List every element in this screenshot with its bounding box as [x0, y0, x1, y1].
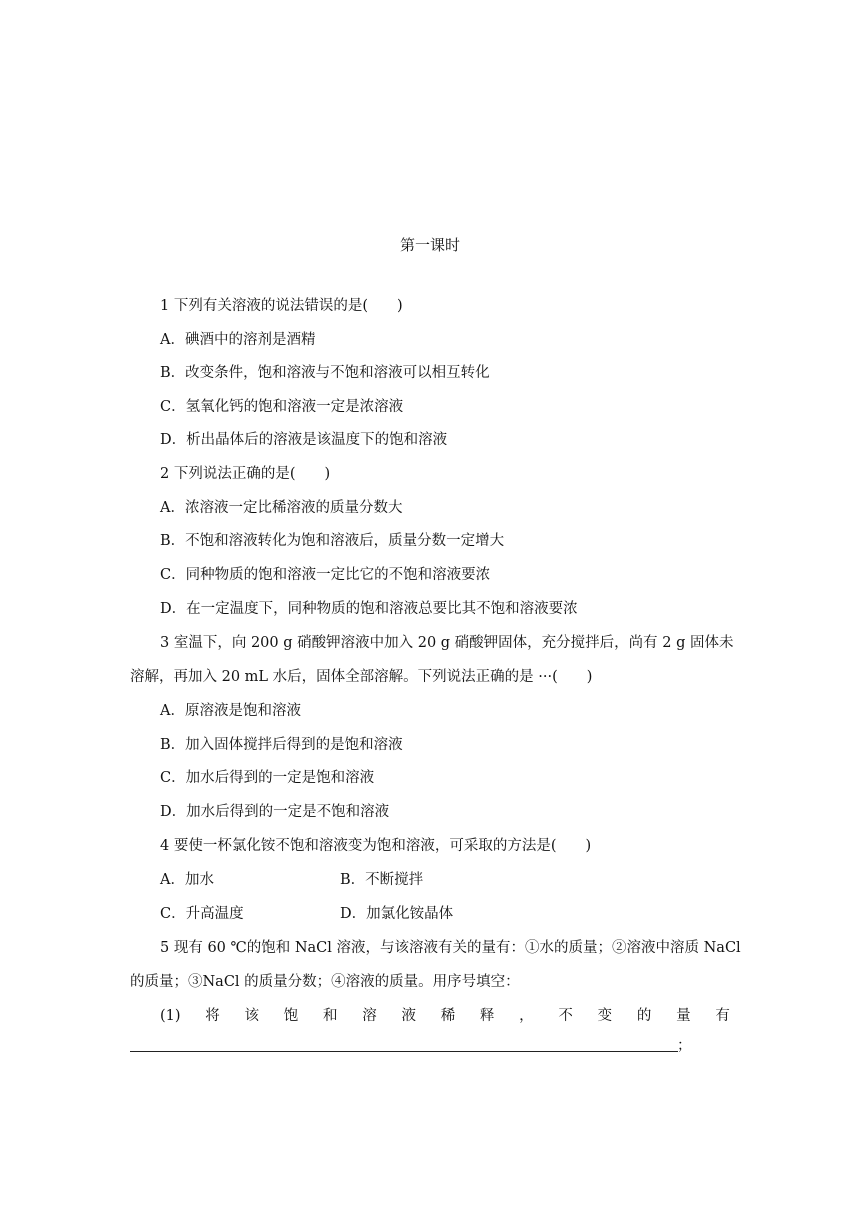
sub1-word: (1): [160, 1008, 181, 1024]
question-3-option-d: D．加水后得到的一定是不饱和溶液: [160, 804, 390, 820]
question-4-option-b: B．不断搅拌: [340, 872, 424, 888]
question-4-stem: 4 要使一杯氯化铵不饱和溶液变为饱和溶液，可采取的方法是( ): [160, 838, 592, 854]
sub1-word: 和: [322, 1008, 338, 1024]
question-3-stem-line-2: 溶解，再加入 20 mL 水后，固体全部溶解。下列说法正确的是 ···( ): [130, 669, 593, 685]
page-title: 第一课时: [399, 236, 460, 254]
answer-blank-end-punctuation: ；: [677, 1038, 692, 1054]
sub1-word: 的: [636, 1008, 652, 1024]
question-1-option-c: C．氢氧化钙的饱和溶液一定是浓溶液: [160, 399, 404, 415]
question-2-option-b: B．不饱和溶液转化为饱和溶液后，质量分数一定增大: [160, 533, 505, 549]
sub1-word: 稀: [440, 1008, 456, 1024]
question-2-stem: 2 下列说法正确的是( ): [160, 466, 331, 482]
question-1-option-b: B．改变条件，饱和溶液与不饱和溶液可以相互转化: [160, 365, 490, 381]
sub1-word: 溶: [362, 1008, 377, 1024]
question-3-option-b: B．加入固体搅拌后得到的是饱和溶液: [160, 737, 403, 753]
question-4-option-d: D．加氯化铵晶体: [340, 906, 454, 922]
sub1-word: 该: [244, 1008, 260, 1024]
sub1-word: ，: [519, 1008, 534, 1024]
question-5-sub-1-prompt: [160, 1006, 730, 1026]
question-3-option-c: C．加水后得到的一定是饱和溶液: [160, 770, 375, 786]
sub1-word: 释: [479, 1008, 495, 1024]
sub1-word: 量: [676, 1008, 691, 1024]
question-3-stem-line-1: 3 室温下，向 200 g 硝酸钾溶液中加入 20 g 硝酸钾固体，充分搅拌后，尚有 2 g 固体未: [160, 635, 734, 651]
question-5-stem-line-1: 5 现有 60 ℃的饱和 NaCl 溶液，与该溶液有关的量有：①水的质量；②溶液中溶质 NaCl: [160, 940, 741, 956]
question-1-option-a: A．碘酒中的溶剂是酒精: [160, 332, 316, 348]
question-1-stem: 1 下列有关溶液的说法错误的是( ): [160, 298, 403, 314]
sub1-word: 变: [597, 1008, 613, 1024]
sub1-word: 饱: [283, 1008, 299, 1024]
sub1-word: 液: [401, 1008, 416, 1024]
sub1-word: 不: [558, 1008, 573, 1024]
question-2-option-d: D．在一定温度下，同种物质的饱和溶液总要比其不饱和溶液要浓: [160, 601, 578, 617]
answer-blank-line[interactable]: [130, 1041, 678, 1052]
sub1-word: 有: [715, 1008, 730, 1024]
question-4-option-a: A．加水: [160, 872, 214, 888]
question-1-option-d: D．析出晶体后的溶液是该温度下的饱和溶液: [160, 432, 448, 448]
sub1-word: 将: [205, 1008, 220, 1024]
question-5-stem-line-2: 的质量；③NaCl 的质量分数；④溶液的质量。用序号填空：: [130, 974, 520, 990]
question-4-option-c: C．升高温度: [160, 906, 244, 922]
question-3-option-a: A．原溶液是饱和溶液: [160, 703, 301, 719]
question-2-option-a: A．浓溶液一定比稀溶液的质量分数大: [160, 500, 403, 516]
question-2-option-c: C．同种物质的饱和溶液一定比它的不饱和溶液要浓: [160, 567, 491, 583]
